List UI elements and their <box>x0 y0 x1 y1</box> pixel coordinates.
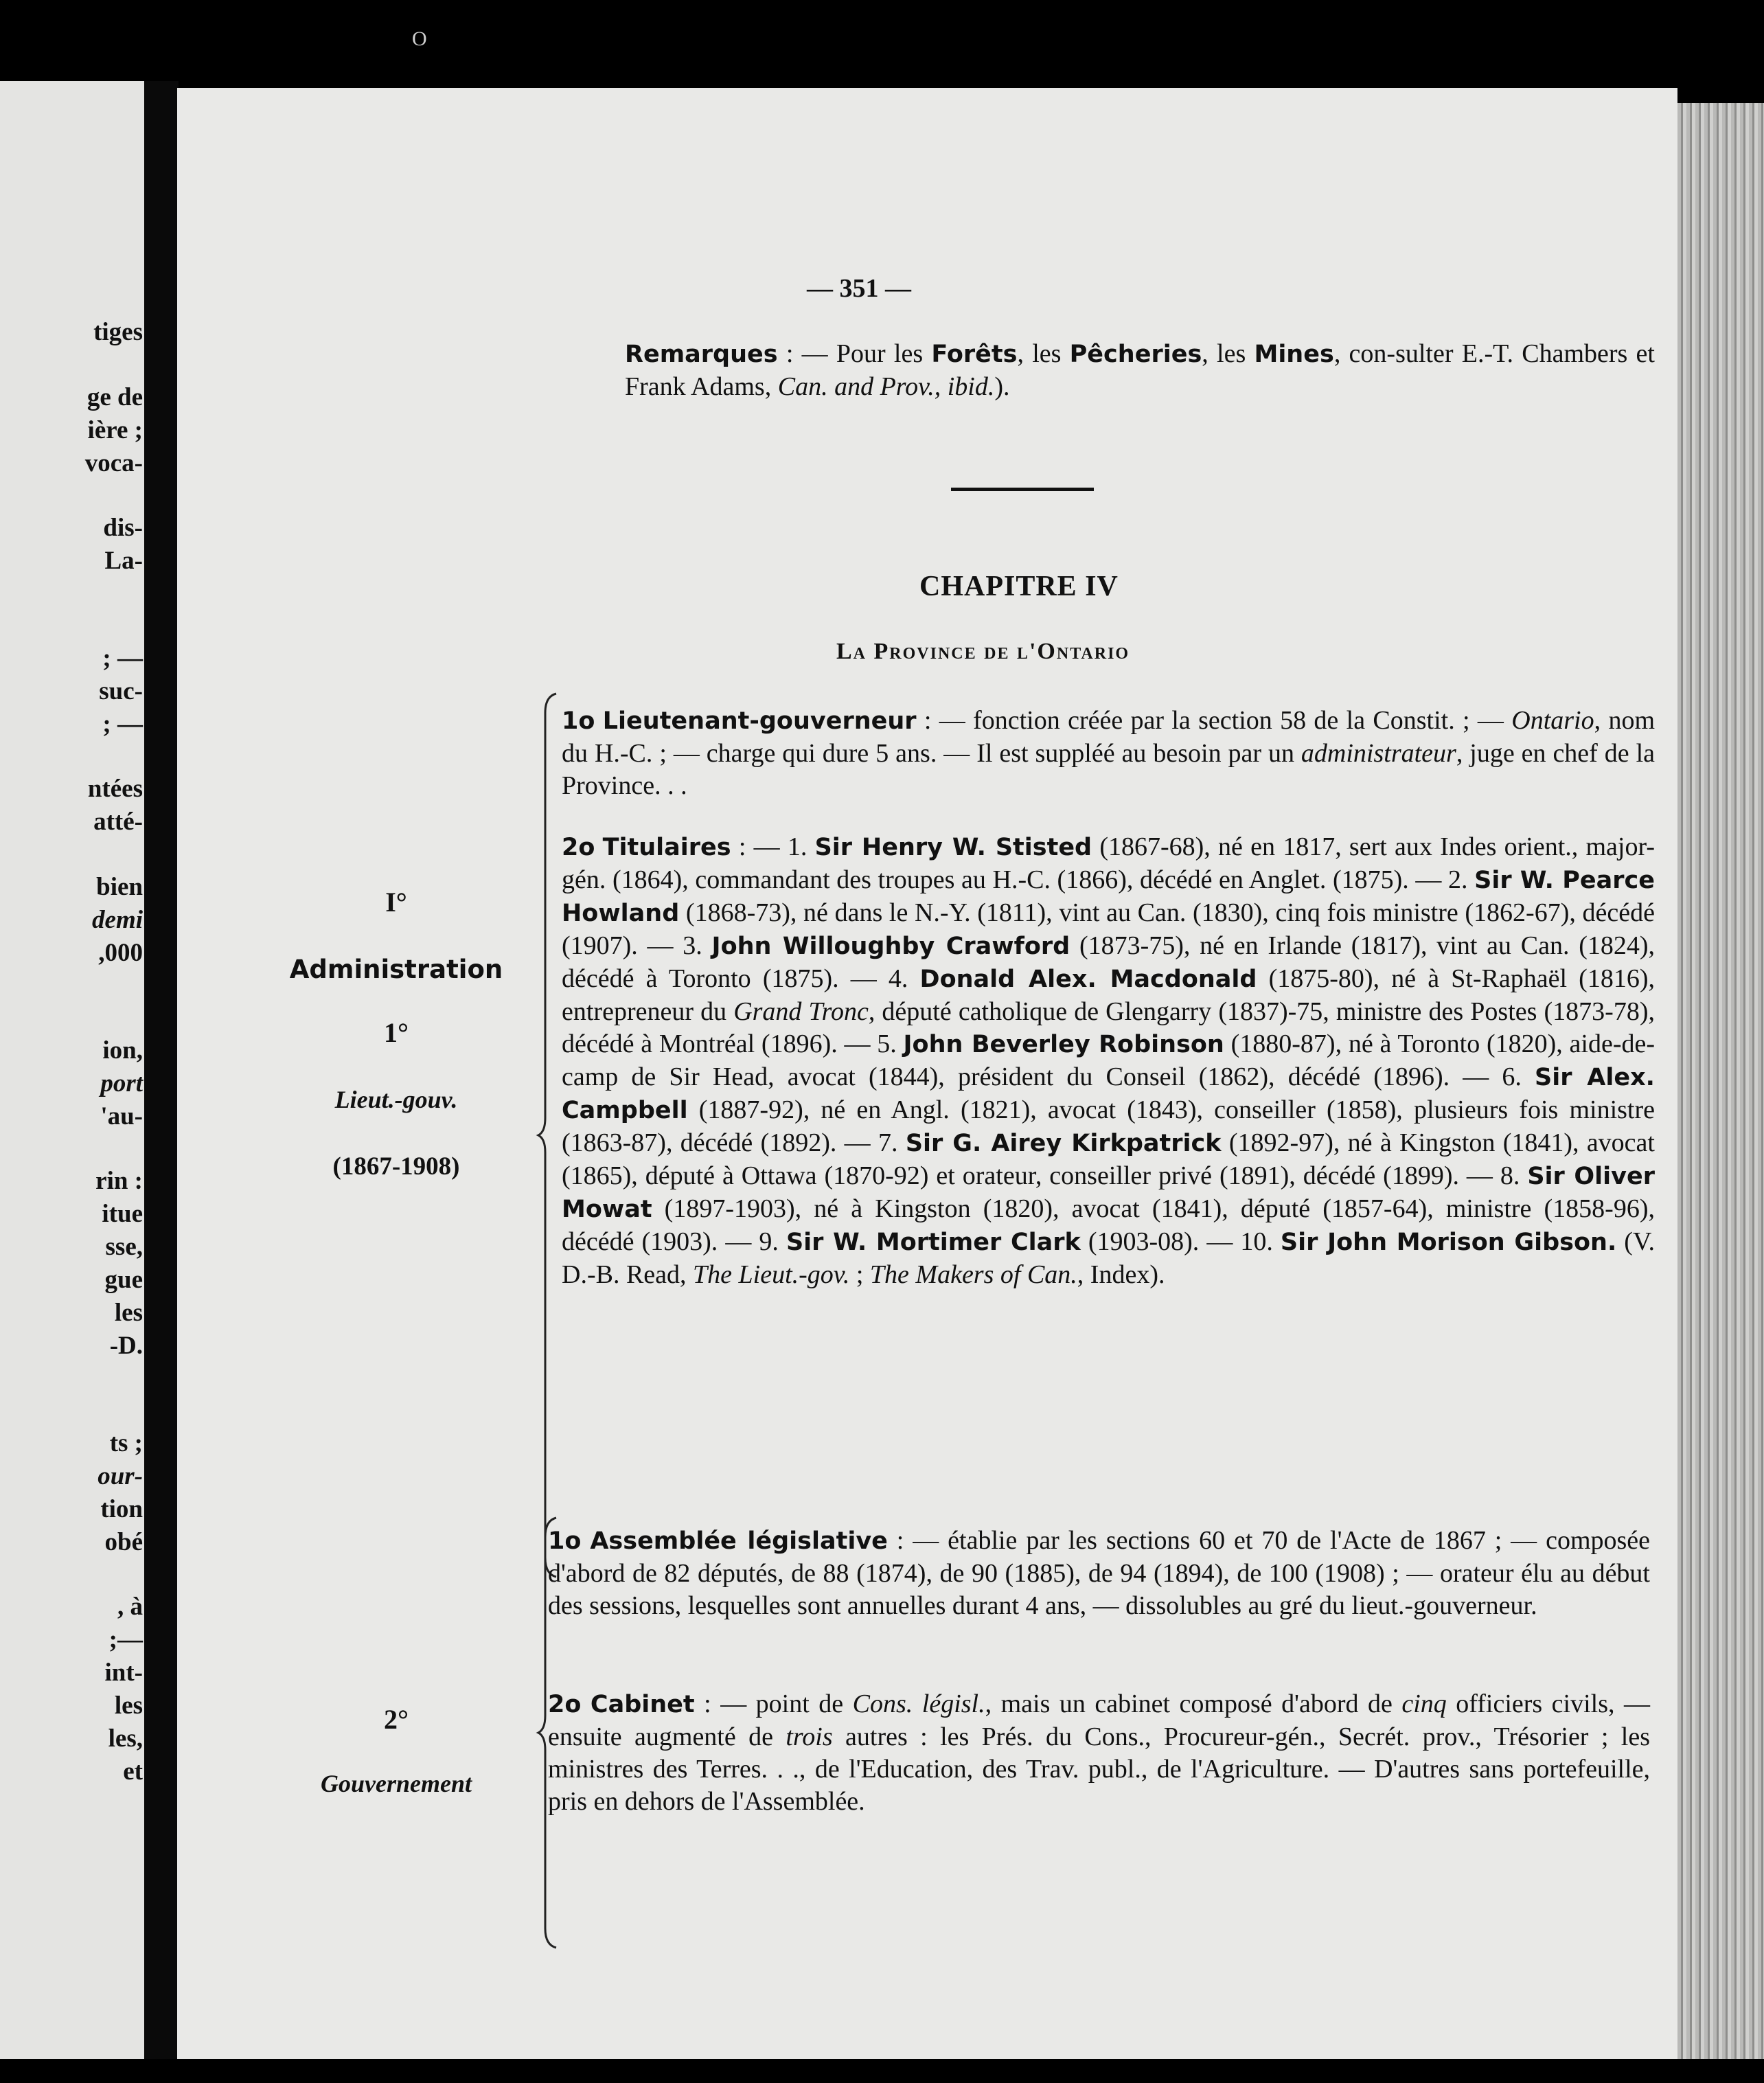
remarques-text-1: : — Pour les <box>777 339 932 368</box>
section-divider <box>951 488 1094 491</box>
lieut-text-2: , nom du H.-C. ; — charge qui dure 5 ans. — Il est suppléé au besoin par un <box>562 706 1656 768</box>
left-page-line: tiges <box>93 318 143 346</box>
titulaire-3: John Willoughby Crawford <box>711 933 1070 960</box>
admin-brace <box>536 692 563 1578</box>
page-number: — 351 — <box>807 274 911 303</box>
left-page-line: tion <box>100 1495 143 1523</box>
remarques-text-3: , les <box>1202 339 1255 368</box>
tit-text-9: (1897-1903), né à Kingston (1820), avocat (1841), député (1857-64), ministre (1858-96), décédé (1903). — 9. <box>562 1194 1655 1256</box>
page-edge <box>1677 103 1764 2059</box>
assemblee-label: Assemblée législative <box>590 1527 888 1555</box>
tit-text-3: (1873-75), né en Irlande (1817), vint au Can. (1824), décédé à Toronto (1875). — 4. <box>562 931 1655 993</box>
cabinet-text-3: officiers civils, — ensuite augmenté de <box>548 1689 1650 1751</box>
left-page-line: int- <box>104 1659 143 1687</box>
side-gov-num: 2° <box>384 1704 409 1735</box>
tit-text-12: ; <box>849 1260 870 1289</box>
titulaire-4: Donald Alex. Macdonald <box>919 966 1257 993</box>
left-page-line: suc- <box>99 677 143 705</box>
book-gutter <box>144 81 179 2059</box>
tit-text-13: , Index). <box>1077 1260 1165 1289</box>
grand-tronc: Grand Tronc <box>733 997 869 1026</box>
left-page-line: rin : <box>95 1167 143 1195</box>
cabinet-label: Cabinet <box>590 1691 695 1718</box>
lieut-label: Lieutenant-gouverneur <box>602 707 917 735</box>
left-page-line: 'au- <box>100 1102 143 1130</box>
left-page-line: ière ; <box>87 416 143 444</box>
left-page-line: obé <box>104 1528 143 1556</box>
assemblee-paragraph <box>548 1525 1650 1622</box>
tit-text-10: (1903-08). — 10. <box>1080 1227 1281 1256</box>
left-page-line: ; — <box>102 710 143 738</box>
lieut-num: 1o <box>562 707 595 735</box>
left-page-line: dis- <box>103 514 143 542</box>
titulaire-2: Sir W. Pearce Howland <box>562 867 1655 927</box>
ref-lieut-gov: The Lieut.-gov. <box>693 1260 850 1289</box>
lieut-administrateur: administrateur <box>1301 739 1456 768</box>
tit-text-7: (1887-92), né en Angl. (1821), avocat (1843), conseiller (1858), plusieurs fois ministre (1863-87), décédé (1892). — 7. <box>562 1095 1655 1157</box>
left-page-line: gue <box>104 1266 143 1294</box>
chapter-title: CHAPITRE IV <box>919 571 1119 602</box>
left-page-line: voca- <box>84 449 143 477</box>
side-admin-subnum: 1° <box>384 1017 409 1048</box>
left-page-line: La- <box>104 547 143 575</box>
left-page-line: demi <box>92 906 143 934</box>
left-page-line: atté- <box>93 808 143 836</box>
left-page-line: itue <box>102 1200 143 1228</box>
left-page-line: our- <box>98 1462 143 1490</box>
titulaire-10: Sir John Morison Gibson. <box>1280 1229 1617 1256</box>
side-admin-years: (1867-1908) <box>332 1152 460 1181</box>
left-page-line: les <box>114 1692 143 1720</box>
titulaire-6: Sir Alex. Campbell <box>562 1064 1655 1124</box>
remarques-text-2: , les <box>1017 339 1070 368</box>
tit-text-5: , député catholique de Glengarry (1837)-75, ministre des Postes (1873-78), décédé à Montréal (1896). — 5. <box>562 997 1655 1058</box>
titulaire-7: Sir G. Airey Kirkpatrick <box>905 1130 1222 1157</box>
province-title: La Province de l'Ontario <box>836 639 1130 664</box>
cabinet-text-2: , mais un cabinet composé d'abord de <box>985 1689 1402 1718</box>
top-mark: O <box>412 27 427 50</box>
tit-text-1: (1867-68), né en 1817, sert aux Indes orient., major-gén. (1864), commandant des troupes au H.-C. (1866), décédé en Anglet. (1875). — 2. <box>562 832 1656 894</box>
remarques-text-5: ). <box>994 372 1010 401</box>
cinq: cinq <box>1401 1689 1447 1718</box>
left-page-line: -D. <box>109 1332 143 1360</box>
tit-text-4: (1875-80), né à St-Raphaël (1816), entrepreneur du <box>562 964 1655 1026</box>
tit-text-11: (V. D.-B. Read, <box>562 1227 1656 1289</box>
side-admin-subtitle: Lieut.-gouv. <box>334 1086 458 1113</box>
pecheries-term: Pêcheries <box>1069 341 1202 368</box>
lieut-gouverneur-paragraph <box>562 705 1655 802</box>
remarques-paragraph <box>625 338 1655 403</box>
cons-legisl: Cons. législ. <box>852 1689 985 1718</box>
left-page-line: sse, <box>105 1233 143 1261</box>
side-admin-roman: I° <box>385 887 407 918</box>
left-page-line: les <box>114 1299 143 1327</box>
remarques-text-4: , con-sulter E.-T. Chambers et Frank Adams, <box>625 339 1655 401</box>
titulaire-9: Sir W. Mortimer Clark <box>786 1229 1081 1256</box>
page <box>177 88 1677 2059</box>
remarques-citation: Can. and Prov., ibid. <box>777 372 995 401</box>
left-page-line: et <box>123 1757 143 1786</box>
ref-makers: The Makers of Can. <box>869 1260 1077 1289</box>
trois: trois <box>786 1722 833 1751</box>
titulaires-paragraph <box>562 831 1655 1291</box>
side-gov-title: Gouvernement <box>321 1770 472 1797</box>
left-page-line: ge de <box>87 383 143 411</box>
remarques-label: Remarques <box>625 341 778 368</box>
lieut-ontario: Ontario <box>1511 706 1594 735</box>
titulaire-8: Sir Oliver Mowat <box>562 1163 1655 1223</box>
assemblee-text: : — établie par les sections 60 et 70 de l'Acte de 1867 ; — composée d'abord de 82 députés, de 88 (1874), de 90 (1885), de 94 (1894), de 100 (1908) ; — orateur élu au début des sessions, lesquelles sont annuelles durant 4 ans, — dissolubles au gré du lieut.-gouverneur. <box>548 1526 1651 1620</box>
left-page-line: ; — <box>102 644 143 672</box>
left-page-line: ts ; <box>109 1429 143 1457</box>
tit-text-6: (1880-87), né à Toronto (1820), aide-de-camp de Sir Head, avocat (1844), président du Conseil (1862), décédé (1896). — 6. <box>562 1029 1655 1091</box>
mines-term: Mines <box>1254 341 1334 368</box>
forets-term: Forêts <box>931 341 1018 368</box>
tit-text-8: (1892-97), né à Kingston (1841), avocat (1865), député à Ottawa (1870-92) et orateur, conseiller privé (1891), décédé (1899). — 8. <box>562 1128 1655 1190</box>
left-page-line: ,000 <box>98 939 143 967</box>
lieut-text-3: , juge en chef de la Province. . . <box>562 739 1656 800</box>
tit-text-0: : — 1. <box>731 832 815 861</box>
left-page-line: bien <box>96 873 143 901</box>
titulaire-5: John Beverley Robinson <box>903 1031 1224 1058</box>
left-page-line: , à <box>117 1593 143 1621</box>
left-page-line: ntées <box>87 775 143 803</box>
left-page-fragment <box>0 81 144 2059</box>
left-page-line: les, <box>108 1725 143 1753</box>
titulaire-1: Sir Henry W. Stisted <box>814 834 1092 861</box>
left-page-line: ion, <box>102 1036 143 1065</box>
titulaires-label: Titulaires <box>602 834 731 861</box>
lieut-text-1: : — fonction créée par la section 58 de la Constit. ; — <box>916 706 1512 735</box>
cabinet-text-4: autres : les Prés. du Cons., Procureur-gén., Secrét. prov., Trésorier ; les ministres des Terres. . ., de l'Education, des Trav. publ., de l'Agriculture. — D'autres sans portefeuille, pris en dehors de l'Assemblée. <box>548 1722 1650 1816</box>
titulaires-num: 2o <box>562 834 595 861</box>
tit-text-2: (1868-73), né dans le N.-Y. (1811), vint au Can. (1830), cinq fois ministre (1862-67), décédé (1907). — 3. <box>562 898 1655 960</box>
assemblee-num: 1o <box>548 1527 582 1555</box>
side-admin-title: Administration <box>289 955 503 984</box>
left-page-line: ;— <box>108 1626 143 1654</box>
left-page-line: port <box>100 1069 143 1097</box>
cabinet-text-1: : — point de <box>694 1689 853 1718</box>
cabinet-paragraph <box>548 1688 1650 1818</box>
cabinet-num: 2o <box>548 1691 582 1718</box>
